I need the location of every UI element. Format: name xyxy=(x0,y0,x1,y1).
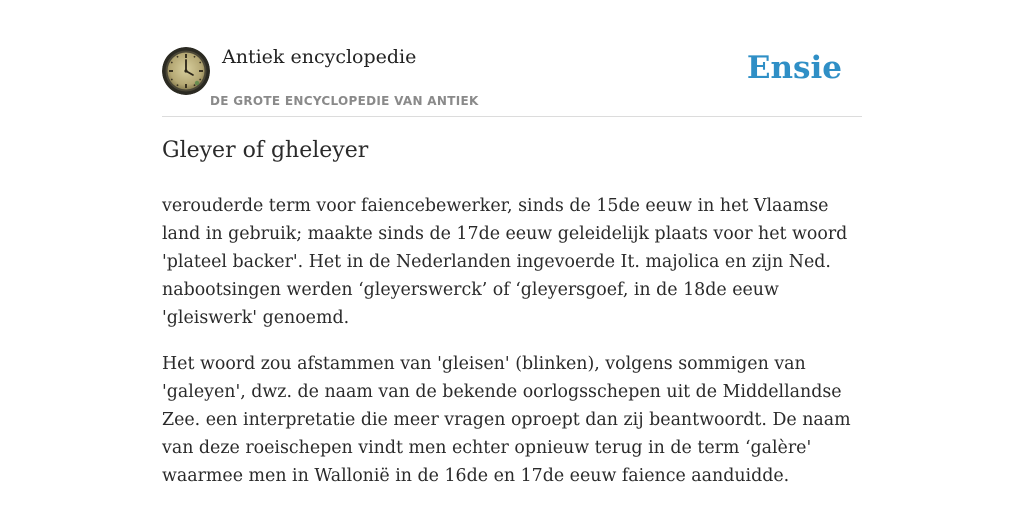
article-paragraph: Het woord zou afstammen van 'gleisen' (blinken), volgens sommigen van 'galeyen', dwz. de naam van de bekende oorlogsschepen uit de Middellandse Zee. een interpretatie die meer vragen oproept dan zij beantwoordt. De naam van deze roeischepen vindt men echter opnieuw terug in de term ‘galère' waarmee men in Wallonië in de 16de en 17de eeuw faience aanduidde. xyxy=(162,354,851,486)
brand-logo[interactable]: Ensie xyxy=(746,50,842,86)
article-paragraph: verouderde term voor faiencebewerker, sinds de 15de eeuw in het Vlaamse land in gebruik; maakte sinds de 17de eeuw geleidelijk plaats voor het woord 'plateel backer'. Het in de Nederlanden ingevoerde It. majolica en zijn Ned. nabootsingen werden ‘gleyerswerck’ of ‘gleyersgoef, in de 18de eeuw 'gleiswerk' genoemd. xyxy=(162,196,848,328)
site-tagline: DE GROTE ENCYCLOPEDIE VAN ANTIEK xyxy=(210,94,479,108)
antique-clock-icon[interactable] xyxy=(162,47,210,95)
site-header xyxy=(162,44,862,117)
article-body xyxy=(162,192,867,508)
article-title: Gleyer of gheleyer xyxy=(162,138,369,163)
site-name[interactable]: Antiek encyclopedie xyxy=(222,46,417,68)
